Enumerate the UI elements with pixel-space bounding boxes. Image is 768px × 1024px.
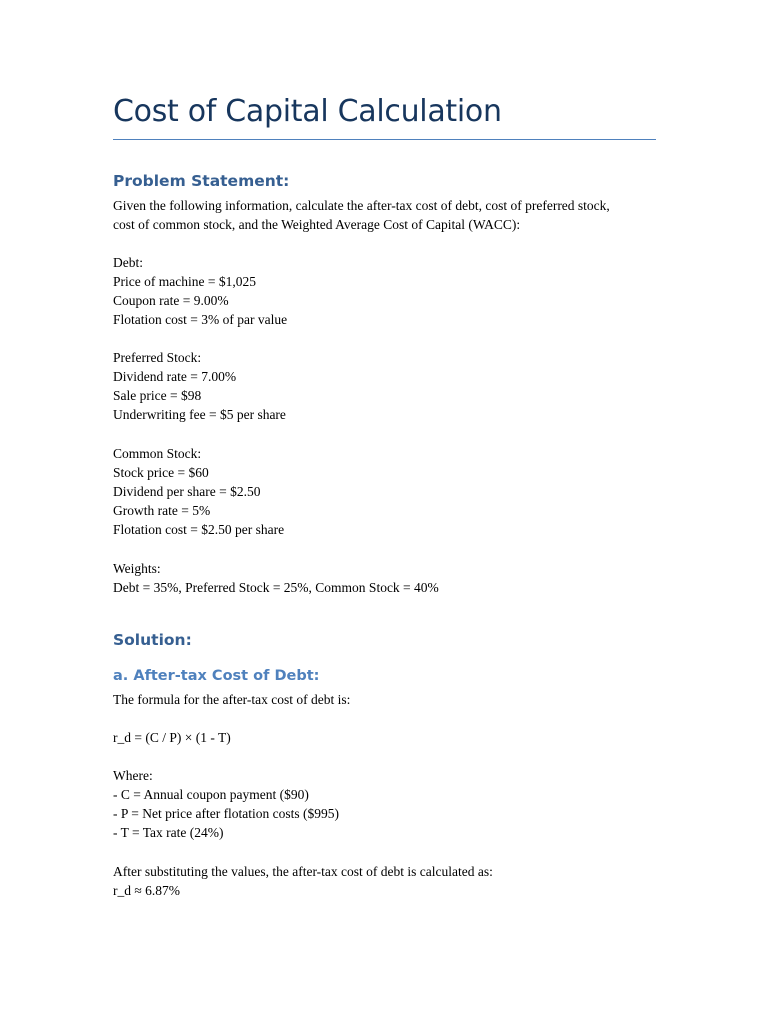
- title-underline: [113, 139, 656, 140]
- debt-coupon-rate: Coupon rate = 9.00%: [113, 293, 229, 308]
- preferred-underwriting-fee: Underwriting fee = $5 per share: [113, 407, 286, 422]
- common-dividend-per-share: Dividend per share = $2.50: [113, 484, 261, 499]
- preferred-sale-price: Sale price = $98: [113, 388, 202, 403]
- weights-label: Weights:: [113, 561, 161, 576]
- common-flotation-cost: Flotation cost = $2.50 per share: [113, 522, 285, 537]
- result-intro: After substituting the values, the after-tax cost of debt is calculated as:: [113, 864, 493, 879]
- preferred-dividend-rate: Dividend rate = 7.00%: [113, 369, 237, 384]
- weights-values: Debt = 35%, Preferred Stock = 25%, Common Stock = 40%: [113, 580, 439, 595]
- where-item-tax-rate: - T = Tax rate (24%): [113, 825, 224, 840]
- intro-line-1: Given the following information, calculate the after-tax cost of debt, cost of preferred stock,: [113, 198, 610, 213]
- intro-line-2: cost of common stock, and the Weighted Average Cost of Capital (WACC):: [113, 217, 521, 232]
- formula-intro: The formula for the after-tax cost of debt is:: [113, 692, 351, 707]
- where-item-net-price: - P = Net price after flotation costs ($995): [113, 806, 340, 821]
- common-label: Common Stock:: [113, 446, 202, 461]
- common-growth-rate: Growth rate = 5%: [113, 503, 211, 518]
- common-stock-price: Stock price = $60: [113, 465, 209, 480]
- result-value: r_d ≈ 6.87%: [113, 883, 181, 898]
- where-label: Where:: [113, 768, 153, 783]
- debt-label: Debt:: [113, 255, 143, 270]
- debt-price: Price of machine = $1,025: [113, 274, 256, 289]
- solution-heading: Solution:: [113, 631, 192, 649]
- debt-flotation-cost: Flotation cost = 3% of par value: [113, 312, 288, 327]
- problem-statement-heading: Problem Statement:: [113, 172, 290, 190]
- part-a-heading: a. After-tax Cost of Debt:: [113, 668, 320, 684]
- formula: r_d = (C / P) × (1 - T): [113, 730, 231, 745]
- where-item-coupon: - C = Annual coupon payment ($90): [113, 787, 309, 802]
- preferred-label: Preferred Stock:: [113, 350, 202, 365]
- document-title: Cost of Capital Calculation: [113, 94, 502, 129]
